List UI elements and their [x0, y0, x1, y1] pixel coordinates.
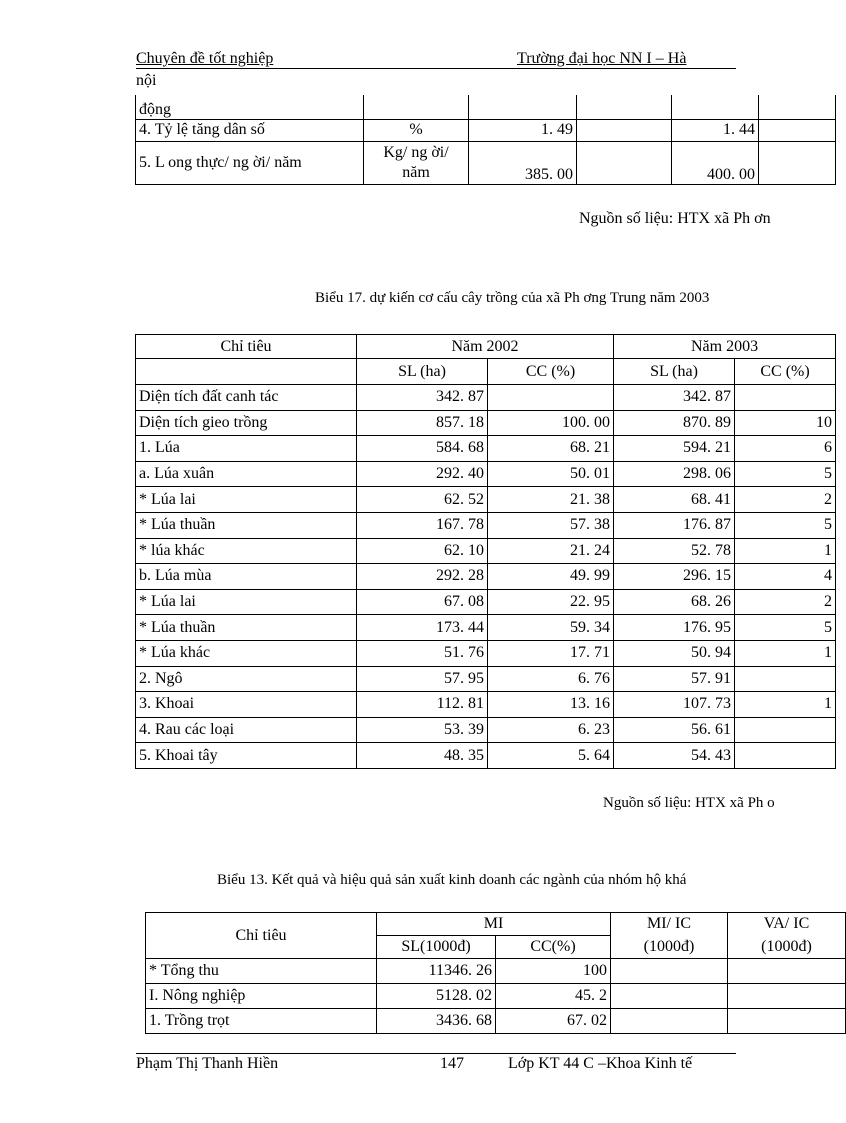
row-sl-2002: 292. 40 — [357, 461, 488, 487]
table-row — [136, 640, 836, 666]
table-row — [136, 692, 836, 718]
row-value: 1. 44 — [672, 119, 759, 141]
row-sl-2003: 594. 21 — [614, 436, 735, 462]
row-cc-2002: 13. 16 — [488, 692, 614, 718]
row-cc-2002: 21. 24 — [488, 538, 614, 564]
table-row — [136, 538, 836, 564]
header-va-ic-unit: (1000đ) — [728, 936, 846, 959]
row-sl-2002: 51. 76 — [357, 640, 488, 666]
row-sl-2003: 68. 41 — [614, 487, 735, 513]
row-label: 3. Khoai — [136, 692, 357, 718]
table-row — [136, 589, 836, 615]
row-sl-2003: 870. 89 — [614, 410, 735, 436]
header-sl: SL (ha) — [614, 359, 735, 385]
table-row — [146, 984, 846, 1009]
row-label: * Tổng thu — [146, 959, 377, 984]
row-cc-2003: 6 — [735, 436, 836, 462]
table-row — [136, 436, 836, 462]
table-row — [136, 743, 836, 769]
row-cc-2003: 10 — [735, 410, 836, 436]
row-label: * Lúa lai — [136, 487, 357, 513]
row-cc-2003: 2 — [735, 589, 836, 615]
row-label: * Lúa thuần — [136, 615, 357, 641]
row-sl-2003: 296. 15 — [614, 564, 735, 590]
row-sl-2002: 173. 44 — [357, 615, 488, 641]
row-sl-2002: 48. 35 — [357, 743, 488, 769]
row-cc-2003: 1 — [735, 692, 836, 718]
row-cc: 100 — [496, 959, 611, 984]
crop-table-body — [136, 385, 836, 769]
row-cc-2003: 1 — [735, 538, 836, 564]
header-left: Chuyên đề tốt nghiệp — [136, 50, 274, 67]
row-sl-2002: 62. 10 — [357, 538, 488, 564]
row-cc-2002: 100. 00 — [488, 410, 614, 436]
row-cc-2002: 6. 76 — [488, 666, 614, 692]
table-row — [136, 564, 836, 590]
row-sl: 3436. 68 — [377, 1009, 496, 1034]
table-row — [136, 512, 836, 538]
row-sl-2003: 298. 06 — [614, 461, 735, 487]
row-sl-2003: 54. 43 — [614, 743, 735, 769]
table-row — [146, 959, 846, 984]
row-value: 400. 00 — [672, 141, 759, 184]
row-cc: 45. 2 — [496, 984, 611, 1009]
row-label: a. Lúa xuân — [136, 461, 357, 487]
row-cc-2002: 17. 71 — [488, 640, 614, 666]
row-value: 385. 00 — [469, 141, 577, 184]
row-label: * Lúa khác — [136, 640, 357, 666]
row-label: Diện tích gieo trồng — [136, 410, 357, 436]
row-label: b. Lúa mùa — [136, 564, 357, 590]
row-sl: 5128. 02 — [377, 984, 496, 1009]
header-rule — [136, 68, 736, 69]
row-sl-2002: 584. 68 — [357, 436, 488, 462]
row-sl-2002: 53. 39 — [357, 717, 488, 743]
row-cc-2002: 5. 64 — [488, 743, 614, 769]
row-label: 1. Trồng trọt — [146, 1009, 377, 1034]
row-cc-2002: 6. 23 — [488, 717, 614, 743]
table-row — [136, 717, 836, 743]
header-cc: CC (%) — [735, 359, 836, 385]
row-label: 5. Khoai tây — [136, 743, 357, 769]
row-cc-2002: 68. 21 — [488, 436, 614, 462]
header-mi: MI — [377, 913, 611, 936]
page-number: 147 — [440, 1055, 464, 1072]
row-cc: 67. 02 — [496, 1009, 611, 1034]
row-label: 4. Tỷ lệ tăng dân số — [136, 119, 364, 141]
row-label: * Lúa thuần — [136, 512, 357, 538]
header-right: Trường đại học NN I – Hà — [517, 50, 687, 67]
row-label: 1. Lúa — [136, 436, 357, 462]
population-table — [135, 95, 836, 185]
row-sl-2002: 167. 78 — [357, 512, 488, 538]
header-cc: CC (%) — [488, 359, 614, 385]
row-label: 4. Rau các loại — [136, 717, 357, 743]
row-label: * lúa khác — [136, 538, 357, 564]
row-sl-2003: 176. 95 — [614, 615, 735, 641]
row-cc-2003: 5 — [735, 461, 836, 487]
row-sl-2003: 57. 91 — [614, 666, 735, 692]
row-cc-2003: 1 — [735, 640, 836, 666]
row-sl-2002: 292. 28 — [357, 564, 488, 590]
row-sl-2003: 68. 26 — [614, 589, 735, 615]
row-sl-2003: 52. 78 — [614, 538, 735, 564]
row-sl-2002: 112. 81 — [357, 692, 488, 718]
header-year-2003: Năm 2003 — [614, 335, 836, 359]
row-label: động — [136, 95, 364, 119]
header-sl: SL(1000đ) — [377, 936, 496, 959]
table-row — [136, 615, 836, 641]
row-sl-2003: 56. 61 — [614, 717, 735, 743]
table-row — [136, 141, 836, 184]
header-va-ic: VA/ IC — [728, 913, 846, 936]
crop-structure-table — [135, 334, 836, 769]
household-results-table — [145, 912, 846, 1034]
source-note-1: Nguồn số liệu: HTX xã Ph ơn — [579, 210, 771, 227]
row-unit: % — [364, 119, 469, 141]
header-sl: SL (ha) — [357, 359, 488, 385]
row-label: Diện tích đất canh tác — [136, 385, 357, 411]
header-year-2002: Năm 2002 — [357, 335, 614, 359]
row-unit: Kg/ ng ời/ năm — [364, 141, 469, 184]
row-cc-2003: 5 — [735, 615, 836, 641]
row-label: 5. L ong thực/ ng ời/ năm — [136, 141, 364, 184]
header-continuation: nội — [136, 72, 157, 89]
table-row — [136, 385, 836, 411]
row-label: I. Nông nghiệp — [146, 984, 377, 1009]
header-mi-ic: MI/ IC — [611, 913, 728, 936]
row-label: 2. Ngô — [136, 666, 357, 692]
row-sl-2003: 107. 73 — [614, 692, 735, 718]
table-caption-17: Biểu 17. dự kiến cơ cấu cây trồng của xã Ph ơng Trung năm 2003 — [315, 290, 710, 306]
row-cc-2003 — [735, 385, 836, 411]
row-sl-2002: 857. 18 — [357, 410, 488, 436]
row-sl-2002: 67. 08 — [357, 589, 488, 615]
row-cc-2003: 5 — [735, 512, 836, 538]
header-criteria: Chỉ tiêu — [136, 335, 357, 359]
row-cc-2002: 57. 38 — [488, 512, 614, 538]
table-row — [136, 487, 836, 513]
row-value: 1. 49 — [469, 119, 577, 141]
row-cc-2003 — [735, 743, 836, 769]
row-cc-2003 — [735, 666, 836, 692]
row-cc-2002 — [488, 385, 614, 411]
row-sl: 11346. 26 — [377, 959, 496, 984]
source-note-2: Nguồn số liệu: HTX xã Ph o — [603, 795, 775, 811]
table-row — [136, 666, 836, 692]
row-cc-2003: 4 — [735, 564, 836, 590]
footer-rule — [136, 1053, 736, 1054]
table-row — [146, 1009, 846, 1034]
row-cc-2003 — [735, 717, 836, 743]
row-label: * Lúa lai — [136, 589, 357, 615]
table-row — [136, 95, 836, 119]
header-cc: CC(%) — [496, 936, 611, 959]
table-row — [136, 461, 836, 487]
row-sl-2003: 176. 87 — [614, 512, 735, 538]
row-sl-2003: 342. 87 — [614, 385, 735, 411]
table-row — [136, 410, 836, 436]
row-cc-2002: 49. 99 — [488, 564, 614, 590]
row-sl-2002: 342. 87 — [357, 385, 488, 411]
table-row — [136, 119, 836, 141]
row-cc-2002: 21. 38 — [488, 487, 614, 513]
header-mi-ic-unit: (1000đ) — [611, 936, 728, 959]
footer-author: Phạm Thị Thanh Hiền — [136, 1055, 279, 1072]
row-sl-2003: 50. 94 — [614, 640, 735, 666]
footer-class: Lớp KT 44 C –Khoa Kinh tế — [508, 1055, 693, 1072]
row-cc-2003: 2 — [735, 487, 836, 513]
row-cc-2002: 50. 01 — [488, 461, 614, 487]
header-criteria: Chỉ tiêu — [146, 913, 377, 959]
row-sl-2002: 57. 95 — [357, 666, 488, 692]
row-sl-2002: 62. 52 — [357, 487, 488, 513]
row-cc-2002: 22. 95 — [488, 589, 614, 615]
table-caption-13: Biểu 13. Kết quả và hiệu quả sản xuất kinh doanh các ngành của nhóm hộ khá — [217, 872, 687, 888]
row-cc-2002: 59. 34 — [488, 615, 614, 641]
